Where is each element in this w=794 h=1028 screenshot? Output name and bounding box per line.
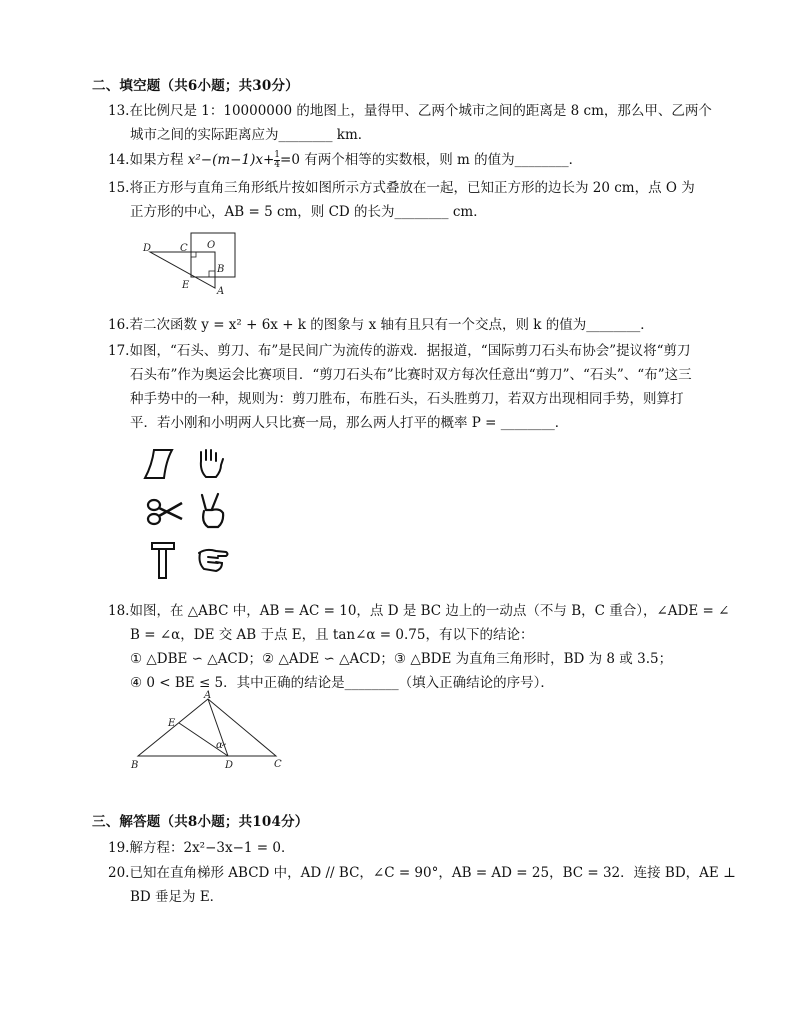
q17-text-3: 种手势中的一种，规则为：剪刀胜布，布胜石头，石头胜剪刀，若双方出现相同手势，则算打: [130, 391, 684, 407]
q18-text-1: 如图，在 △ABC 中，AB = AC = 10，点 D 是 BC 边上的一动点（不与 B，C 重合），∠ADE = ∠: [129, 603, 730, 619]
q19-text: 解方程：2x²−3x−1 = 0．: [129, 840, 295, 856]
q18-figure: [128, 690, 288, 771]
label-c: C: [180, 243, 188, 254]
q14-line: [108, 148, 582, 170]
q18-line1: [108, 599, 729, 619]
scissors-icon: [145, 495, 185, 529]
q15-text-1: 将正方形与直角三角形纸片按如图所示方式叠放在一起，已知正方形的边长为 20 cm，点 O 为: [129, 180, 695, 196]
q20-text-2: BD 垂足为 E．: [130, 889, 224, 905]
paper-sheet-icon: [142, 447, 176, 481]
q14-post: =0 有两个相等的实数根，则 m 的值为________．: [280, 152, 583, 168]
q14-frac-num: 1: [274, 150, 281, 160]
q16-number: 16.: [108, 317, 130, 333]
q13-line1: [108, 99, 712, 119]
hammer-icon: [145, 540, 179, 580]
label-o: O: [207, 240, 216, 251]
q19-number: 19.: [108, 840, 130, 856]
q14-pre: 如果方程: [129, 152, 188, 168]
section-3-heading: 三、解答题（共8小题；共104分）: [92, 814, 309, 830]
q16-text: 若二次函数 y = x² + 6x + k 的图象与 x 轴有且只有一个交点，则 k 的值为________．: [129, 317, 654, 333]
fist-icon: [196, 545, 232, 575]
q13-text-2: 城市之间的实际距离应为________ km．: [130, 127, 372, 143]
victory-hand-icon: [196, 492, 230, 530]
label-d: D: [143, 243, 152, 254]
q18-text-2: B = ∠α，DE 交 AB 于点 E，且 tan∠α = 0.75，有以下的结论：: [130, 627, 534, 643]
q20-text-1: 已知在直角梯形 ABCD 中，AD // BC，∠C = 90°，AB = AD = 25，BC = 32．连接 BD，AE ⊥: [129, 865, 736, 881]
q17-number: 17.: [108, 343, 130, 359]
q14-number: 14.: [108, 152, 130, 168]
q15-number: 15.: [108, 180, 130, 196]
q14-expr: x²−(m−1)x+: [187, 152, 275, 168]
q20-number: 20.: [108, 865, 130, 881]
q17-text-4: 平．若小刚和小明两人只比赛一局，那么两人打平的概率 P = ________．: [130, 415, 569, 431]
label-e: E: [168, 718, 176, 729]
q20-line1: [108, 861, 736, 881]
q13-number: 13.: [108, 103, 130, 119]
label-a: A: [204, 690, 212, 701]
q17-line1: [108, 339, 691, 359]
label-alpha: α: [216, 740, 223, 751]
right-angle-mark-b: [209, 271, 215, 277]
triangle-abc: [138, 699, 276, 756]
q18-text-4: ④ 0 < BE ≤ 5．其中正确的结论是________（填入正确结论的序号）．: [130, 675, 554, 691]
q15-line1: [108, 176, 695, 196]
q14-frac-den: 4: [274, 160, 281, 170]
label-b: B: [131, 760, 139, 771]
label-e: E: [182, 280, 190, 291]
q17-text-1: 如图，“石头、剪刀、布”是民间广为流传的游戏．据报道，“国际剪刀石头布协会”提议将“剪刀: [129, 343, 691, 359]
q18-number: 18.: [108, 603, 130, 619]
q18-text-3: ① △DBE ∽ △ACD；② △ADE ∽ △ACD；③ △BDE 为直角三角形时，BD 为 8 或 3.5；: [130, 651, 673, 667]
section-2-heading: 二、填空题（共6小题；共30分）: [92, 78, 299, 94]
label-b: B: [217, 264, 225, 275]
q13-text-1: 在比例尺是 1：10000000 的地图上，量得甲、乙两个城市之间的距离是 8 cm，那么甲、乙两个: [129, 103, 712, 119]
q19-line: [108, 836, 295, 856]
open-hand-icon: [194, 447, 228, 481]
label-d: D: [225, 760, 234, 771]
label-a: A: [217, 286, 225, 297]
q15-text-2: 正方形的中心，AB = 5 cm，则 CD 的长为________ cm．: [130, 204, 487, 220]
q15-figure: [140, 230, 250, 298]
label-c: C: [274, 759, 282, 770]
q16-line: [108, 313, 654, 333]
right-angle-mark-c: [191, 252, 196, 257]
q17-text-2: 石头布”作为奥运会比赛项目．“剪刀石头布”比赛时双方每次任意出“剪刀”、“石头”、“布”这三: [130, 367, 692, 383]
